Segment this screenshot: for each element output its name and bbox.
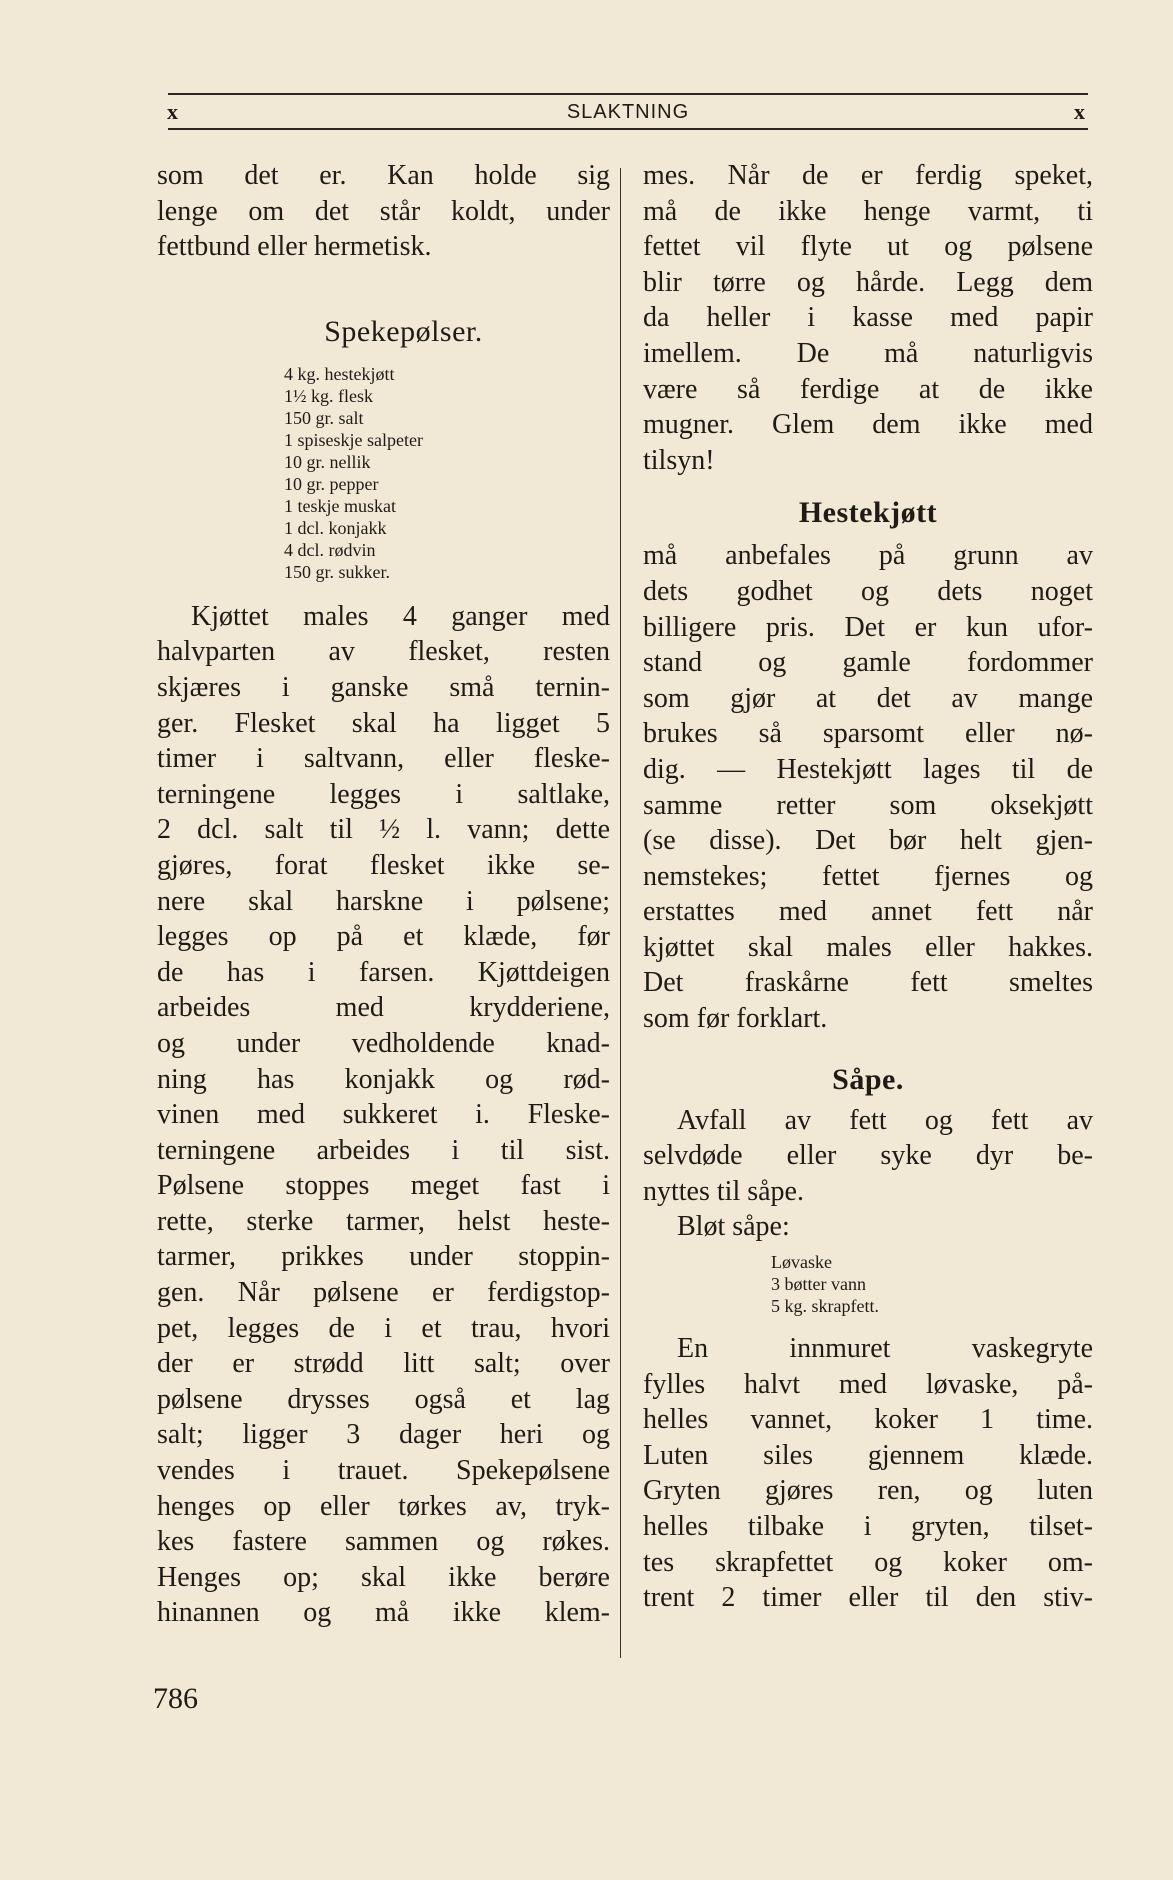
text-line: blir tørre og hårde. Legg dem — [643, 266, 1093, 298]
text-line: samme retter som oksekjøtt — [643, 789, 1093, 821]
ingredient-list — [157, 363, 610, 583]
text-line: rette, sterke tarmer, helst heste- — [157, 1205, 610, 1237]
header-left-mark: x — [167, 99, 178, 124]
text-line: helles tilbake i gryten, tilset- — [643, 1511, 1093, 1542]
text-line: Luten siles gjennem klæde. — [643, 1439, 1093, 1471]
column-divider — [620, 168, 621, 1658]
text-line: tes skrapfettet og koker om- — [643, 1546, 1093, 1578]
text-line: tilsyn! — [643, 444, 715, 476]
text-line: Gryten gjøres ren, og luten — [643, 1475, 1093, 1507]
text-line: Kjøttet males 4 ganger med — [191, 600, 610, 632]
text-line: nyttes til såpe. — [643, 1175, 804, 1207]
soap-paragraph — [643, 1103, 1093, 1245]
text-line: brukes så sparsomt eller nø- — [643, 718, 1093, 750]
running-head: SLAKTNING — [566, 101, 690, 123]
ingredient-item: 1 teskje muskat — [284, 495, 396, 516]
text-line: kjøttet skal males eller hakkes. — [643, 931, 1093, 963]
text-line: Avfall av fett og fett av — [677, 1104, 1093, 1136]
text-line: tarmer, prikkes under stoppin- — [157, 1241, 610, 1273]
text-line: imellem. De må naturligvis — [643, 337, 1093, 369]
text-line: som gjør at det av mange — [643, 682, 1093, 714]
continuation-paragraph — [643, 158, 1093, 478]
text-line: helles vannet, koker 1 time. — [643, 1404, 1093, 1436]
ingredient-item: 4 dcl. rødvin — [284, 539, 376, 560]
header-rule-bottom — [168, 128, 1088, 130]
text-line: billigere pris. Det er kun ufor- — [643, 611, 1093, 643]
ingredient-item: 150 gr. salt — [284, 407, 364, 428]
intro-paragraph — [157, 158, 610, 265]
ingredient-item: 4 kg. hestekjøtt — [284, 363, 395, 384]
text-line: være så ferdige at de ikke — [643, 373, 1093, 405]
header-rule-top — [168, 93, 1088, 95]
header-right-mark: x — [1074, 99, 1085, 124]
ingredient-item: Løvaske — [771, 1252, 832, 1273]
section-heading-hestekjott: Hestekjøtt — [798, 496, 938, 530]
text-line: henges op eller tørkes av, tryk- — [157, 1490, 610, 1522]
text-line: dets godhet og dets noget — [643, 575, 1093, 607]
text-line: pet, legges de i et trau, hvori — [157, 1312, 610, 1344]
text-line: trent 2 timer eller til den stiv- — [643, 1582, 1093, 1614]
ingredient-item: 1 spiseskje salpeter — [284, 429, 423, 450]
text-line: terningene arbeides i til sist. — [157, 1134, 610, 1166]
text-line: vendes i trauet. Spekepølsene — [157, 1455, 610, 1487]
text-line: der er strødd litt salt; over — [157, 1348, 610, 1380]
text-line: må de ikke henge varmt, ti — [643, 195, 1093, 227]
text-line: terningene legges i saltlake, — [157, 778, 610, 810]
section-heading-sape: Såpe. — [832, 1062, 904, 1096]
text-line: og under vedholdende knad- — [157, 1027, 610, 1059]
text-line: mes. Når de er ferdig speket, — [643, 160, 1093, 191]
text-line: (se disse). Det bør helt gjen- — [643, 825, 1093, 857]
soap-ingredient-list — [643, 1251, 1093, 1317]
text-line: pølsene drysses også et lag — [157, 1383, 610, 1415]
text-line: hinannen og må ikke klem- — [157, 1597, 610, 1629]
text-line: nemstekes; fettet fjernes og — [643, 860, 1093, 892]
text-line: ning has konjakk og rød- — [157, 1063, 610, 1095]
text-line: må anbefales på grunn av — [643, 540, 1093, 572]
text-line: da heller i kasse med papir — [643, 302, 1093, 334]
text-line: En innmuret vaskegryte — [677, 1333, 1093, 1365]
text-line: vinen med sukkeret i. Fleske- — [157, 1099, 610, 1131]
text-line: fylles halvt med løvaske, på- — [643, 1368, 1093, 1400]
text-line: Det fraskårne fett smeltes — [643, 967, 1093, 999]
ingredient-item: 150 gr. sukker. — [284, 561, 390, 582]
text-line: Pølsene stoppes meget fast i — [157, 1170, 610, 1202]
text-line: de has i farsen. Kjøttdeigen — [157, 956, 610, 988]
text-line: gen. Når pølsene er ferdigstop- — [157, 1277, 610, 1309]
text-line: fettet vil flyte ut og pølsene — [643, 231, 1093, 263]
text-line: skjæres i ganske små ternin- — [157, 671, 610, 703]
horse-meat-paragraph — [643, 538, 1093, 1036]
text-line: arbeides med krydderiene, — [157, 992, 610, 1024]
text-line: nere skal harskne i pølsene; — [157, 885, 610, 917]
text-line: selvdøde eller syke dyr be- — [643, 1140, 1093, 1172]
text-line: stand og gamle fordommer — [643, 647, 1093, 679]
soft-soap-label: Bløt såpe: — [677, 1211, 790, 1243]
text-line: som før forklart. — [643, 1003, 828, 1035]
text-line: lenge om det står koldt, under — [157, 195, 610, 227]
ingredient-item: 1 dcl. konjakk — [284, 517, 387, 538]
ingredient-item: 10 gr. pepper — [284, 473, 379, 494]
text-line: som det er. Kan holde sig — [157, 160, 610, 191]
text-line: halvparten av flesket, resten — [157, 636, 610, 668]
text-line: Henges op; skal ikke berøre — [157, 1561, 610, 1593]
left-column — [157, 158, 610, 1631]
page-number: 786 — [153, 1682, 198, 1715]
text-line: salt; ligger 3 dager heri og — [157, 1419, 610, 1451]
text-line: fettbund eller hermetisk. — [157, 231, 432, 263]
ingredient-item: 3 bøtter vann — [771, 1274, 866, 1295]
text-line: 2 dcl. salt til ½ l. vann; dette — [157, 814, 610, 846]
text-line: mugner. Glem dem ikke med — [643, 409, 1093, 441]
section-heading-spekepolser: Spekepølser. — [324, 314, 483, 348]
ingredient-item: 10 gr. nellik — [284, 451, 371, 472]
ingredient-item: 5 kg. skrapfett. — [771, 1296, 879, 1317]
text-line: gjøres, forat flesket ikke se- — [157, 849, 610, 881]
text-line: dig. — Hestekjøtt lages til de — [643, 753, 1093, 785]
text-line: erstattes med annet fett når — [643, 896, 1093, 928]
right-column — [643, 158, 1093, 1616]
text-line: timer i saltvann, eller fleske- — [157, 743, 610, 775]
method-paragraph — [157, 599, 610, 1631]
text-line: legges op på et klæde, før — [157, 921, 610, 953]
ingredient-item: 1½ kg. flesk — [284, 385, 373, 406]
text-line: kes fastere sammen og røkes. — [157, 1526, 610, 1558]
soap-method-paragraph — [643, 1331, 1093, 1616]
text-line: ger. Flesket skal ha ligget 5 — [157, 707, 610, 739]
